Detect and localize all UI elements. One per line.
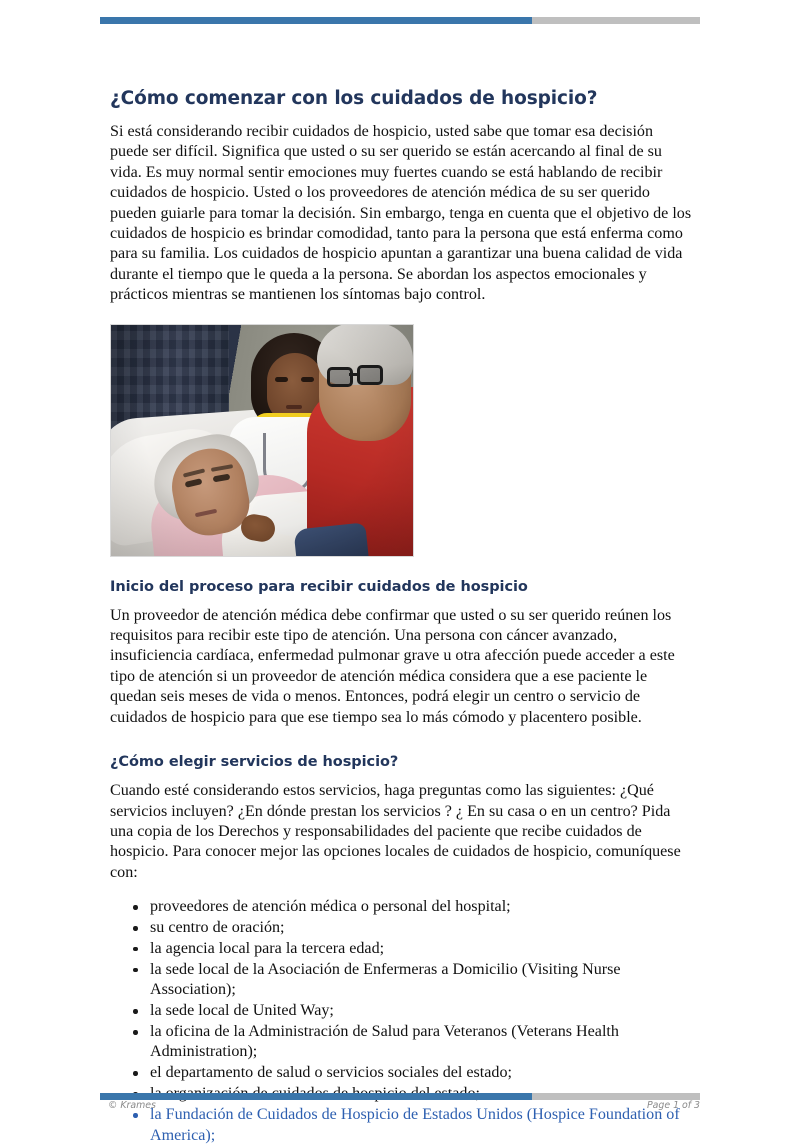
footer-page-indicator: Page 1 of 3: [646, 1100, 700, 1111]
spacer: [110, 557, 692, 579]
section-heading-process: Inicio del proceso para recibir cuidados de hospicio: [110, 578, 528, 595]
spacer: [110, 728, 692, 754]
footer-progress-rule: [100, 1093, 700, 1100]
page-title: ¿Cómo comenzar con los cuidados de hospicio?: [110, 88, 598, 109]
contact-options-list: [110, 897, 692, 1146]
section-heading-choosing: ¿Cómo elegir servicios de hospicio?: [110, 754, 399, 771]
header-rule-grey-segment: [532, 17, 700, 24]
intro-paragraph: Si está considerando recibir cuidados de hospicio, usted sabe que tomar esa decisión puede ser difícil. Significa que usted o su ser querido se están acercando al final de su vida. Es muy normal sentir emociones muy fuertes cuando se está hablando de recibir cuidados de hospicio. Usted o los proveedores de atención médica de su ser querido pueden guiarle para tomar la decisión. Sin embargo, tenga en cuenta que el objetivo de los cuidados de hospicio es brindar comodidad, tanto para la persona que está enferma como para su familia. Los cuidados de hospicio apuntan a garantizar una buena calidad de vida durante el tiempo que le queda a la persona. Se abordan los aspectos emocionales y prácticos mientras se mantienen los síntomas bajo control.: [110, 123, 692, 304]
section-paragraph-process: Un proveedor de atención médica debe confirmar que usted o su ser querido reúnen los requisitos para recibir este tipo de atención. Una persona con cáncer avanzado, insuficiencia cardíaca, enfermedad pulmonar grave u otra afección puede acceder a este tipo de atención si un proveedor de atención médica considera que a ese paciente le quedan seis meses de vida o menos. Entonces, podrá elegir un centro o servicio de cuidados de hospicio para que ese tiempo sea lo más cómodo y placentero posible.: [110, 606, 675, 726]
header-rule-blue-segment: [100, 17, 532, 24]
contact-list-item: la agencia local para la tercera edad;: [110, 939, 692, 959]
header-progress-rule: [100, 17, 700, 24]
contact-list-item-link[interactable]: la Fundación de Cuidados de Hospicio de Estados Unidos (Hospice Foundation of America);: [110, 1105, 692, 1146]
photo-vignette: [111, 325, 413, 556]
footer-copyright: © Krames: [108, 1100, 156, 1111]
contact-list-item: su centro de oración;: [110, 918, 692, 938]
footer-rule-grey-segment: [532, 1093, 700, 1100]
spacer: [110, 306, 692, 324]
contact-list-item: el departamento de salud o servicios sociales del estado;: [110, 1063, 692, 1083]
contact-list-item: la oficina de la Administración de Salud para Veteranos (Veterans Health Administration);: [110, 1022, 692, 1063]
contact-list-item: la sede local de United Way;: [110, 1001, 692, 1021]
spacer: [110, 883, 692, 897]
contact-list-item: proveedores de atención médica o personal del hospital;: [110, 897, 692, 917]
section-paragraph-choosing: Cuando esté considerando estos servicios, haga preguntas como las siguientes: ¿Qué servicios incluyen? ¿En dónde prestan los servicios ? ¿ En su casa o en un centro? Pida una copia de los Derechos y responsabilidades del paciente que recibe cuidados de hospicio. Para conocer mejor las opciones locales de cuidados de hospicio, comuníquese con:: [110, 782, 681, 881]
hospice-care-photo: [110, 324, 414, 557]
footer-rule-blue-segment: [100, 1093, 532, 1100]
contact-list-item: la sede local de la Asociación de Enfermeras a Domicilio (Visiting Nurse Association);: [110, 960, 692, 1001]
document-content: [110, 88, 692, 1147]
